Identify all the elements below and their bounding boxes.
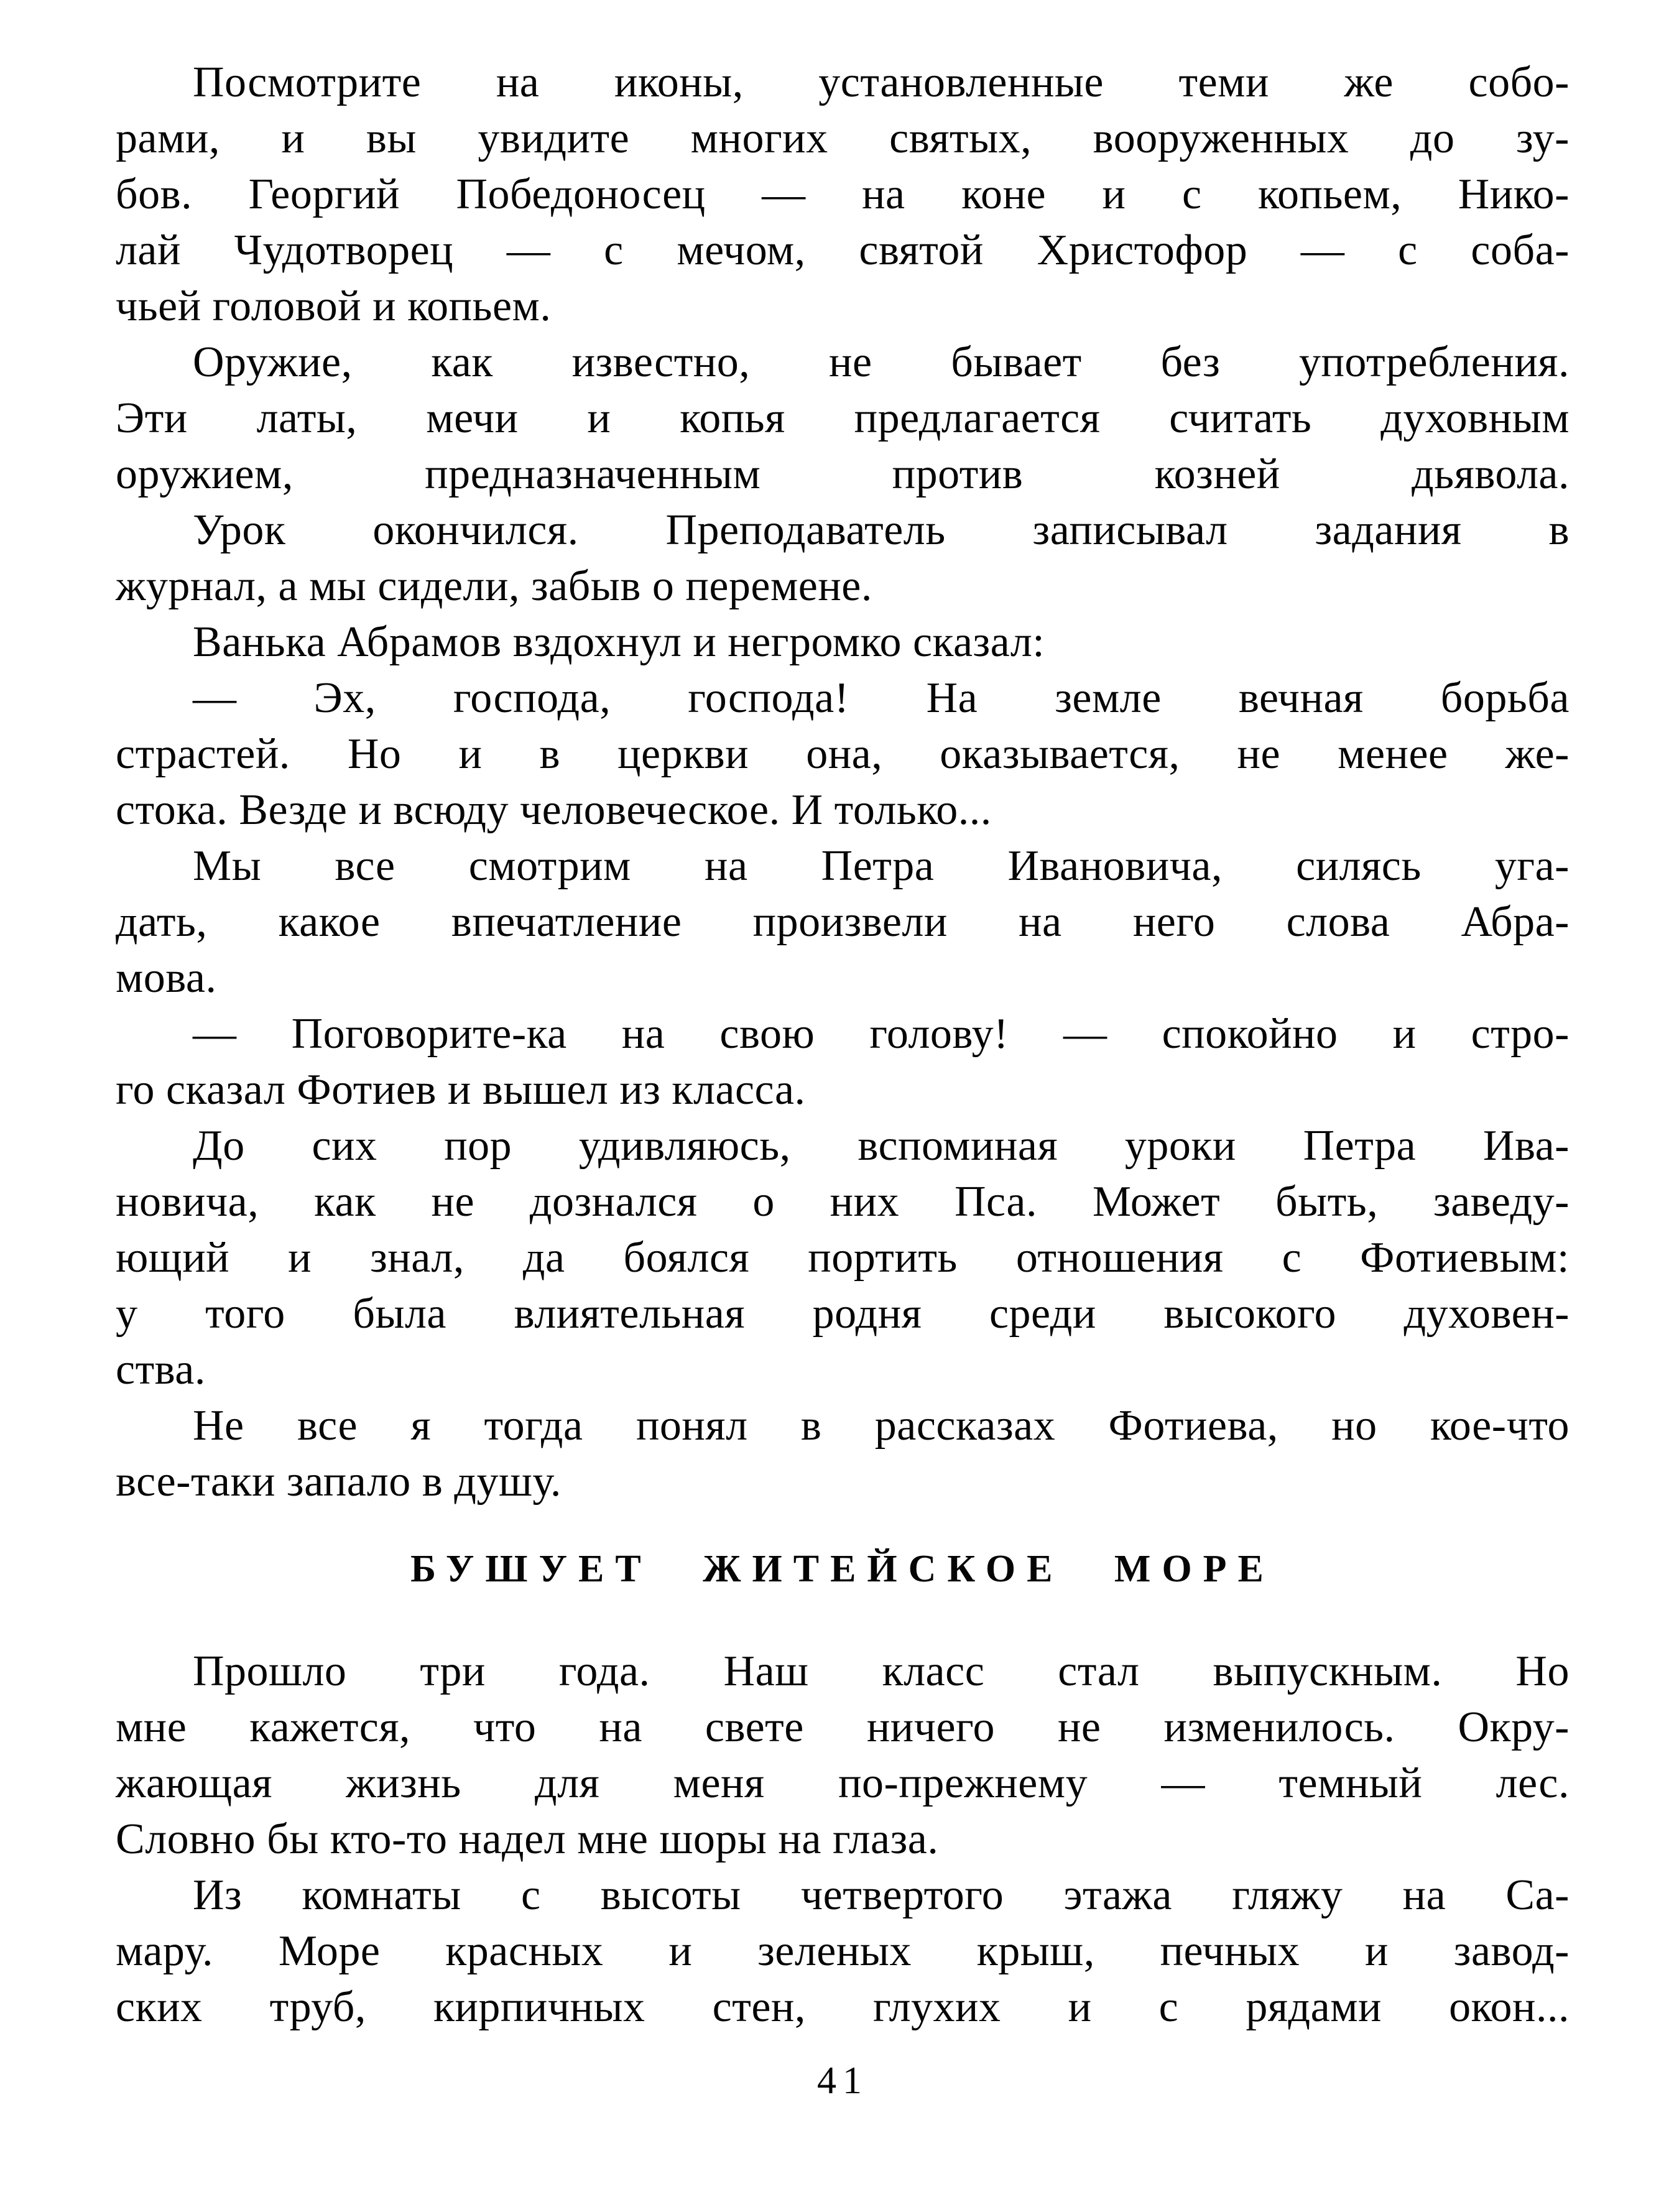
- text-line: стока. Везде и всюду человеческое. И только...: [116, 786, 992, 834]
- text-line: — Поговорите-ка на свою голову! — спокойно и стро-: [193, 1010, 1570, 1058]
- text-line: новича, как не дознался о них Пса. Может быть, заведу-: [116, 1178, 1570, 1226]
- text-line: бов. Георгий Победоносец — на коне и с копьем, Нико-: [116, 170, 1570, 218]
- text-line: Посмотрите на иконы, установленные теми же собо-: [193, 58, 1570, 106]
- text-line: Урок окончился. Преподаватель записывал задания в: [193, 506, 1570, 554]
- text-line: рами, и вы увидите многих святых, вооруженных до зу-: [116, 114, 1570, 162]
- page-number: 41: [817, 2060, 868, 2102]
- text-line: у того была влиятельная родня среди высокого духовен-: [116, 1290, 1570, 1338]
- text-line: Прошло три года. Наш класс стал выпускным. Но: [193, 1647, 1570, 1695]
- text-line: До сих пор удивляюсь, вспоминая уроки Петра Ива-: [193, 1122, 1570, 1170]
- text-line: го сказал Фотиев и вышел из класса.: [116, 1066, 806, 1114]
- text-line: мару. Море красных и зеленых крыш, печных и завод-: [116, 1927, 1570, 1975]
- text-line: чьей головой и копьем.: [116, 282, 552, 330]
- text-line: ских труб, кирпичных стен, глухих и с рядами окон...: [116, 1983, 1570, 2031]
- text-line: Эти латы, мечи и копья предлагается считать духовным: [116, 394, 1570, 442]
- text-line: мне кажется, что на свете ничего не изменилось. Окру-: [116, 1703, 1570, 1751]
- text-line: все-таки запало в душу.: [116, 1458, 562, 1506]
- text-line: Ванька Абрамов вздохнул и негромко сказал:: [193, 618, 1045, 666]
- paragraphs-after-heading: [116, 1644, 1570, 2035]
- text-line: Оружие, как известно, не бывает без употребления.: [193, 338, 1570, 386]
- text-line: Словно бы кто-то надел мне шоры на глаза.: [116, 1815, 939, 1863]
- text-line: жающая жизнь для меня по-прежнему — темный лес.: [116, 1759, 1570, 1807]
- text-line: лай Чудотворец — с мечом, святой Христофор — с соба-: [116, 226, 1570, 274]
- text-line: страстей. Но и в церкви она, оказывается, не менее же-: [116, 730, 1570, 778]
- section-heading: БУШУЕТ ЖИТЕЙСКОЕ МОРЕ: [410, 1548, 1275, 1590]
- text-line: дать, какое впечатление произвели на него слова Абра-: [116, 898, 1570, 946]
- text-block: [116, 55, 1570, 2103]
- text-line: ства.: [116, 1346, 206, 1394]
- text-line: мова.: [116, 954, 217, 1002]
- text-line: оружием, предназначенным против козней дьявола.: [116, 450, 1570, 498]
- text-line: Мы все смотрим на Петра Ивановича, силясь уга-: [193, 842, 1570, 890]
- text-line: Не все я тогда понял в рассказах Фотиева, но кое-что: [193, 1402, 1570, 1450]
- text-line: Из комнаты с высоты четвертого этажа гляжу на Са-: [193, 1871, 1570, 1919]
- paragraphs-before-heading: [116, 55, 1570, 1510]
- text-line: ющий и знал, да боялся портить отношения с Фотиевым:: [116, 1234, 1570, 1282]
- text-line: — Эх, господа, господа! На земле вечная борьба: [193, 674, 1570, 722]
- text-line: журнал, а мы сидели, забыв о перемене.: [116, 562, 872, 610]
